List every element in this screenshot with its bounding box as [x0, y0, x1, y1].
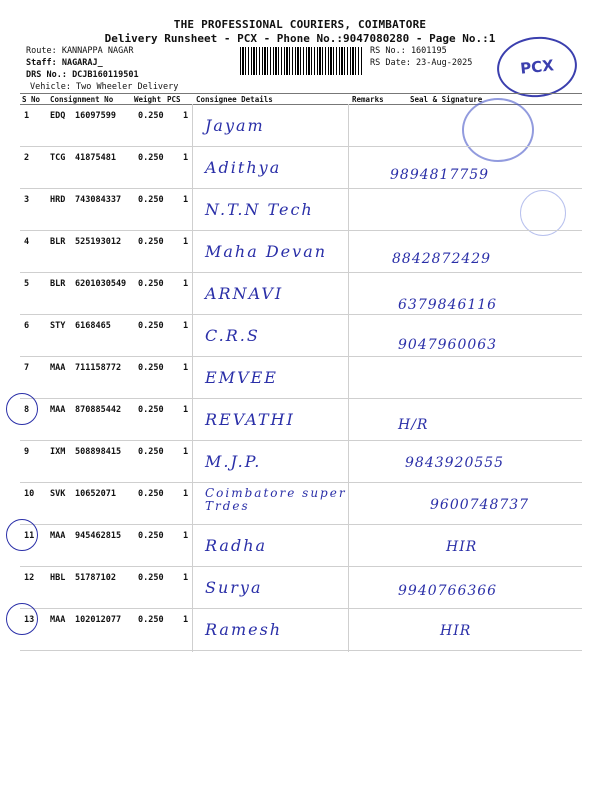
row-weight: 0.250: [138, 279, 164, 289]
row-pcs: 1: [183, 573, 189, 583]
table-row: [0, 525, 600, 567]
row-weight: 0.250: [138, 153, 164, 163]
row-pcs: 1: [183, 111, 189, 121]
runsheet-title: Delivery Runsheet - PCX - Phone No.:9047080280 - Page No.:1: [104, 32, 496, 45]
col-consignee: Consignee Details: [196, 95, 273, 104]
row-signature-handwritten: HIR: [446, 539, 478, 555]
row-consignee-handwritten: Coimbatore super Trdes: [205, 486, 347, 513]
pcx-stamp: PCX: [494, 33, 580, 101]
row-pcs: 1: [183, 279, 189, 289]
row-consignee-handwritten: ARNAVI: [205, 284, 284, 303]
table-row: [0, 567, 600, 609]
row-signature-handwritten: 8842872429: [392, 251, 492, 267]
row-consignment-number: 508898415: [75, 447, 122, 457]
row-sno: 12: [24, 573, 35, 583]
row-consignee-handwritten: Radha: [205, 536, 268, 555]
col-sno: S No: [22, 95, 41, 104]
row-pcs: 1: [183, 363, 189, 373]
rs-number: RS No.: 1601195: [370, 46, 447, 56]
col-pcs: PCS: [167, 95, 181, 104]
row-weight: 0.250: [138, 405, 164, 415]
row-consignment-number: 6201030549: [75, 279, 127, 289]
col-weight: Weight: [134, 95, 162, 104]
row-weight: 0.250: [138, 531, 164, 541]
row-weight: 0.250: [138, 447, 164, 457]
row-weight: 0.250: [138, 237, 164, 247]
table-row: [0, 483, 600, 525]
row-consignment-prefix: BLR: [50, 237, 66, 247]
barcode: [240, 47, 362, 75]
row-consignee-handwritten: Surya: [205, 578, 263, 597]
vehicle-label: Vehicle: Two Wheeler Delivery: [30, 82, 179, 92]
row-consignment-prefix: MAA: [50, 363, 66, 373]
row-consignee-handwritten: Adithya: [205, 158, 282, 177]
rs-date: RS Date: 23-Aug-2025: [370, 58, 473, 68]
table-row: [0, 105, 600, 147]
table-row: [0, 441, 600, 483]
row-consignee-handwritten: Jayam: [205, 116, 265, 135]
row-signature-handwritten: 9843920555: [405, 455, 505, 471]
row-sno: 6: [24, 321, 30, 331]
row-consignment-number: 743084337: [75, 195, 122, 205]
row-consignment-prefix: MAA: [50, 405, 66, 415]
row-sno: 8: [24, 405, 30, 415]
row-consignment-number: 711158772: [75, 363, 122, 373]
row-consignment-number: 16097599: [75, 111, 116, 121]
row-pcs: 1: [183, 237, 189, 247]
row-signature-handwritten: 9047960063: [398, 337, 498, 353]
row-consignment-prefix: HRD: [50, 195, 66, 205]
row-weight: 0.250: [138, 111, 164, 121]
row-consignment-prefix: SVK: [50, 489, 66, 499]
row-signature-handwritten: 6379846116: [398, 297, 498, 313]
row-consignee-handwritten: EMVEE: [205, 368, 278, 387]
row-pcs: 1: [183, 153, 189, 163]
row-consignment-number: 870885442: [75, 405, 122, 415]
row-signature-handwritten: 9600748737: [430, 497, 530, 513]
row-consignment-prefix: STY: [50, 321, 66, 331]
row-sno: 9: [24, 447, 30, 457]
row-pcs: 1: [183, 615, 189, 625]
table-row: [0, 315, 600, 357]
row-sno: 3: [24, 195, 30, 205]
row-signature-handwritten: 9940766366: [398, 583, 498, 599]
row-weight: 0.250: [138, 489, 164, 499]
row-consignment-number: 51787102: [75, 573, 116, 583]
company-title: THE PROFESSIONAL COURIERS, COIMBATORE: [173, 18, 427, 31]
row-pcs: 1: [183, 531, 189, 541]
table-row: [0, 399, 600, 441]
row-consignment-prefix: MAA: [50, 615, 66, 625]
row-consignee-handwritten: C.R.S: [205, 326, 260, 345]
table-row: [0, 609, 600, 651]
row-consignment-prefix: TCG: [50, 153, 66, 163]
row-consignee-handwritten: Ramesh: [205, 620, 283, 639]
row-sno: 1: [24, 111, 30, 121]
row-consignment-prefix: EDQ: [50, 111, 66, 121]
table-row: [0, 273, 600, 315]
row-number-circle-mark: [6, 603, 38, 635]
drs-value: DCJB160119501: [72, 70, 139, 80]
staff-value: NAGARAJ_: [61, 58, 103, 68]
row-divider: [20, 650, 582, 651]
col-remarks: Remarks: [352, 95, 384, 104]
row-weight: 0.250: [138, 615, 164, 625]
row-pcs: 1: [183, 489, 189, 499]
row-pcs: 1: [183, 195, 189, 205]
drs-line: [26, 70, 139, 80]
row-number-circle-mark: [6, 519, 38, 551]
row-consignment-number: 41875481: [75, 153, 116, 163]
row-consignment-number: 102012077: [75, 615, 122, 625]
row-signature-handwritten: 9894817759: [390, 167, 490, 183]
row-sno: 10: [24, 489, 35, 499]
row-weight: 0.250: [138, 321, 164, 331]
drs-label: DRS No.:: [26, 70, 73, 80]
row-sno: 13: [24, 615, 35, 625]
row-number-circle-mark: [6, 393, 38, 425]
table-row: [0, 189, 600, 231]
row-consignee-handwritten: Maha Devan: [205, 242, 328, 261]
row-sno: 7: [24, 363, 30, 373]
row-signature-handwritten: HIR: [440, 623, 472, 639]
row-weight: 0.250: [138, 195, 164, 205]
row-weight: 0.250: [138, 363, 164, 373]
row-pcs: 1: [183, 447, 189, 457]
row-signature-handwritten: H/R: [398, 417, 429, 433]
row-consignment-prefix: MAA: [50, 531, 66, 541]
row-consignee-handwritten: N.T.N Tech: [205, 200, 314, 219]
row-consignment-number: 945462815: [75, 531, 122, 541]
row-consignment-prefix: IXM: [50, 447, 66, 457]
row-sno: 2: [24, 153, 30, 163]
row-consignee-handwritten: REVATHI: [205, 410, 295, 429]
col-seal-signature: Seal & Signature: [410, 95, 483, 104]
row-consignment-number: 6168465: [75, 321, 111, 331]
route-label: Route: KANNAPPA NAGAR: [26, 46, 134, 56]
staff-label: Staff:: [26, 58, 62, 68]
row-consignment-prefix: HBL: [50, 573, 66, 583]
table-row: [0, 147, 600, 189]
row-pcs: 1: [183, 405, 189, 415]
row-sno: 5: [24, 279, 30, 289]
col-consignment: Consignment No: [50, 95, 114, 104]
row-sno: 11: [24, 531, 35, 541]
row-consignment-number: 525193012: [75, 237, 122, 247]
header-rule-top: [20, 93, 582, 94]
row-weight: 0.250: [138, 573, 164, 583]
row-consignment-prefix: BLR: [50, 279, 66, 289]
table-row: [0, 357, 600, 399]
table-row: [0, 231, 600, 273]
staff-line: [26, 58, 103, 68]
row-sno: 4: [24, 237, 30, 247]
row-consignment-number: 10652071: [75, 489, 116, 499]
row-consignee-handwritten: M.J.P.: [205, 452, 262, 471]
row-pcs: 1: [183, 321, 189, 331]
